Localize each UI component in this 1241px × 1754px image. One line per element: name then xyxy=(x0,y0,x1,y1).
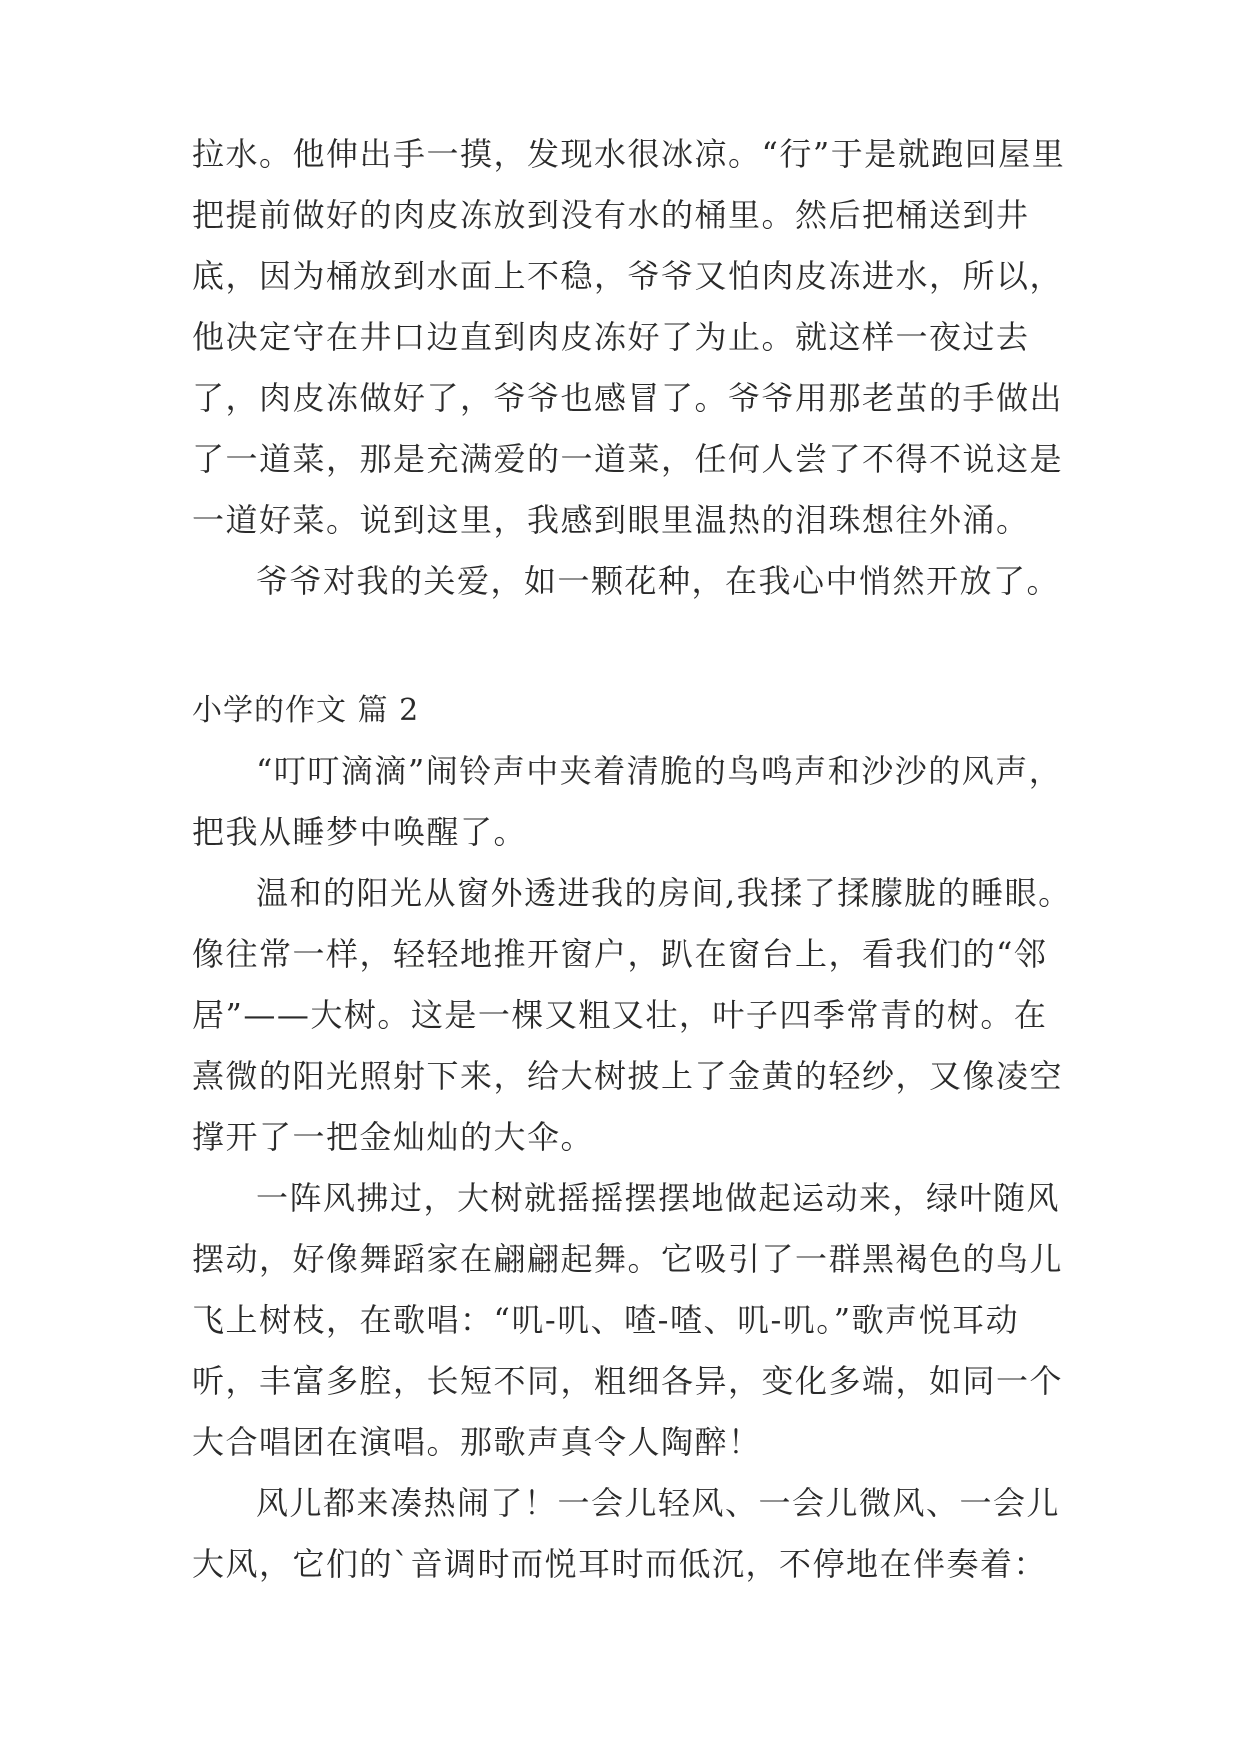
paragraph: “叮叮滴滴”闹铃声中夹着清脆的鸟鸣声和沙沙的风声，把我从睡梦中唤醒了。 xyxy=(192,752,1063,851)
paragraph: 温和的阳光从窗外透进我的房间,我揉了揉朦胧的睡眼。像往常一样，轻轻地推开窗户，趴在窗台上，看我们的“邻居”——大树。这是一棵又粗又壮，叶子四季常青的树。在熹微的阳光照射下来，给大树披上了金黄的轻纱，又像凌空撑开了一把金灿灿的大伞。 xyxy=(192,874,1072,1156)
paragraph: 爷爷对我的关爱，如一颗花种，在我心中悄然开放了。 xyxy=(256,562,1061,600)
essay-continuation xyxy=(192,124,1072,612)
paragraph: 拉水。他伸出手一摸，发现水很冰凉。“行”于是就跑回屋里把提前做好的肉皮冻放到没有水的桶里。然后把桶送到井底，因为桶放到水面上不稳，爷爷又怕肉皮冻进水，所以，他决定守在井口边直到肉皮冻好了为止。就这样一夜过去了，肉皮冻做好了，爷爷也感冒了。爷爷用那老茧的手做出了一道菜，那是充满爱的一道菜，任何人尝了不得不说这是一道好菜。说到这里，我感到眼里温热的泪珠想往外涌。 xyxy=(192,135,1066,539)
paragraph: 一阵风拂过，大树就摇摇摆摆地做起运动来，绿叶随风摆动，好像舞蹈家在翩翩起舞。它吸引了一群黑褐色的鸟儿飞上树枝，在歌唱：“叽-叽、喳-喳、叽-叽。”歌声悦耳动听，丰富多腔，长短不同，粗细各异，变化多端，如同一个大合唱团在演唱。那歌声真令人陶醉！ xyxy=(192,1179,1064,1461)
essay-section-2 xyxy=(192,680,1072,1595)
section-heading: 小学的作文 篇 2 xyxy=(192,693,420,728)
paragraph: 风儿都来凑热闹了！一会儿轻风、一会儿微风、一会儿大风，它们的`音调时而悦耳时而低沉，不停地在伴奏着： xyxy=(192,1484,1061,1583)
